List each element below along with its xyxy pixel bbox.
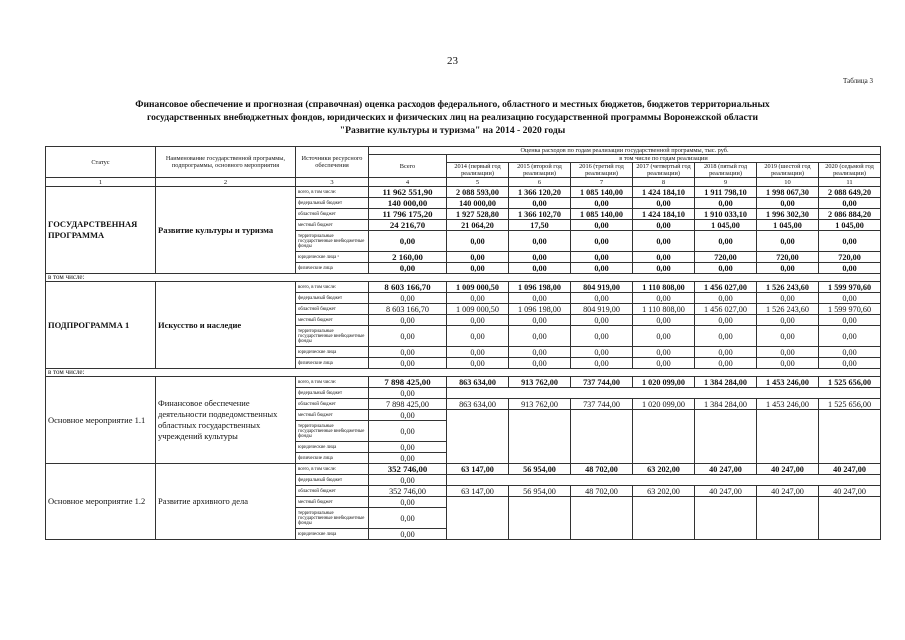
value-cell: 0,00 bbox=[695, 326, 757, 347]
source-label: областной бюджет bbox=[296, 304, 369, 315]
value-cell: 0,00 bbox=[757, 347, 819, 358]
value-cell: 0,00 bbox=[369, 388, 447, 399]
column-number: 11 bbox=[819, 178, 881, 187]
program-name: Развитие культуры и туризма bbox=[156, 187, 296, 274]
value-cell: 737 744,00 bbox=[571, 399, 633, 410]
value-cell: 0,00 bbox=[369, 508, 447, 529]
value-cell: 0,00 bbox=[633, 347, 695, 358]
value-cell: 0,00 bbox=[571, 231, 633, 252]
source-label: федеральный бюджет bbox=[296, 388, 369, 399]
value-cell: 40 247,00 bbox=[695, 464, 757, 475]
source-label: федеральный бюджет bbox=[296, 198, 369, 209]
title-line-2: государственных внебюджетных фондов, юридических и физических лиц на реализацию государственной программы Воронежской области bbox=[147, 112, 758, 123]
empty-cell bbox=[447, 410, 509, 464]
value-cell: 0,00 bbox=[757, 293, 819, 304]
value-cell: 1 996 302,30 bbox=[757, 209, 819, 220]
header-estimate: Оценка расходов по годам реализации государственной программы, тыс. руб. bbox=[369, 147, 881, 155]
empty-cell bbox=[695, 410, 757, 464]
value-cell: 0,00 bbox=[757, 198, 819, 209]
value-cell: 0,00 bbox=[571, 198, 633, 209]
value-cell: 0,00 bbox=[695, 315, 757, 326]
empty-cell bbox=[695, 497, 757, 540]
value-cell: 0,00 bbox=[447, 315, 509, 326]
column-number: 8 bbox=[633, 178, 695, 187]
value-cell: 0,00 bbox=[633, 220, 695, 231]
finance-table bbox=[45, 146, 881, 540]
value-cell: 1 424 184,10 bbox=[633, 209, 695, 220]
source-label: областной бюджет bbox=[296, 399, 369, 410]
value-cell: 40 247,00 bbox=[757, 464, 819, 475]
value-cell: 0,00 bbox=[509, 231, 571, 252]
empty-cell bbox=[447, 388, 881, 399]
empty-cell bbox=[571, 497, 633, 540]
value-cell: 63 202,00 bbox=[633, 464, 695, 475]
value-cell: 1 096 198,00 bbox=[509, 304, 571, 315]
value-cell: 913 762,00 bbox=[509, 377, 571, 388]
value-cell: 1 085 140,00 bbox=[571, 209, 633, 220]
value-cell: 0,00 bbox=[757, 263, 819, 274]
source-label: всего, в том числе: bbox=[296, 282, 369, 293]
value-cell: 0,00 bbox=[447, 358, 509, 369]
value-cell: 1 110 808,00 bbox=[633, 282, 695, 293]
value-cell: 40 247,00 bbox=[695, 486, 757, 497]
source-label: территориальные государственные внебюджетные фонды bbox=[296, 326, 369, 347]
value-cell: 1 384 284,00 bbox=[695, 377, 757, 388]
measure-status: Основное мероприятие 1.2 bbox=[46, 464, 156, 540]
value-cell: 0,00 bbox=[695, 231, 757, 252]
value-cell: 1 453 246,00 bbox=[757, 399, 819, 410]
value-cell: 1 110 808,00 bbox=[633, 304, 695, 315]
value-cell: 17,50 bbox=[509, 220, 571, 231]
value-cell: 11 962 551,90 bbox=[369, 187, 447, 198]
value-cell: 0,00 bbox=[447, 263, 509, 274]
value-cell: 0,00 bbox=[819, 315, 881, 326]
source-label: федеральный бюджет bbox=[296, 293, 369, 304]
value-cell: 1 366 102,70 bbox=[509, 209, 571, 220]
value-cell: 0,00 bbox=[369, 326, 447, 347]
table-row bbox=[46, 274, 881, 282]
value-cell: 24 216,70 bbox=[369, 220, 447, 231]
source-label: местный бюджет bbox=[296, 315, 369, 326]
column-number: 10 bbox=[757, 178, 819, 187]
value-cell: 0,00 bbox=[633, 231, 695, 252]
source-label: областной бюджет bbox=[296, 486, 369, 497]
title-line-1: Финансовое обеспечение и прогнозная (справочная) оценка расходов федерального, областного и местных бюджетов, бюджетов территориальных bbox=[135, 99, 770, 110]
value-cell: 863 634,00 bbox=[447, 399, 509, 410]
value-cell: 2 086 884,20 bbox=[819, 209, 881, 220]
source-label: физические лица bbox=[296, 263, 369, 274]
value-cell: 0,00 bbox=[509, 347, 571, 358]
value-cell: 0,00 bbox=[571, 220, 633, 231]
value-cell: 0,00 bbox=[633, 263, 695, 274]
value-cell: 1 526 243,60 bbox=[757, 282, 819, 293]
value-cell: 2 088 593,00 bbox=[447, 187, 509, 198]
value-cell: 0,00 bbox=[509, 252, 571, 263]
value-cell: 1 998 067,30 bbox=[757, 187, 819, 198]
header-year: 2018 (пятый год реализации) bbox=[695, 163, 757, 178]
value-cell: 1 085 140,00 bbox=[571, 187, 633, 198]
empty-cell bbox=[633, 497, 695, 540]
value-cell: 0,00 bbox=[369, 358, 447, 369]
column-number: 2 bbox=[156, 178, 296, 187]
value-cell: 720,00 bbox=[695, 252, 757, 263]
source-label: областной бюджет bbox=[296, 209, 369, 220]
value-cell: 0,00 bbox=[509, 293, 571, 304]
column-number: 9 bbox=[695, 178, 757, 187]
header-incl-years: в том числе по годам реализации bbox=[447, 155, 881, 163]
title-line-3: "Развитие культуры и туризма" на 2014 - 2020 годы bbox=[339, 125, 566, 136]
value-cell: 1 424 184,10 bbox=[633, 187, 695, 198]
source-label: местный бюджет bbox=[296, 410, 369, 421]
value-cell: 1 456 027,00 bbox=[695, 304, 757, 315]
value-cell: 7 898 425,00 bbox=[369, 377, 447, 388]
source-label: юридические лица ¹ bbox=[296, 252, 369, 263]
column-number: 7 bbox=[571, 178, 633, 187]
value-cell: 0,00 bbox=[819, 263, 881, 274]
column-number: 5 bbox=[447, 178, 509, 187]
value-cell: 0,00 bbox=[695, 198, 757, 209]
value-cell: 0,00 bbox=[571, 347, 633, 358]
value-cell: 0,00 bbox=[447, 231, 509, 252]
value-cell: 63 202,00 bbox=[633, 486, 695, 497]
value-cell: 0,00 bbox=[819, 231, 881, 252]
value-cell: 7 898 425,00 bbox=[369, 399, 447, 410]
empty-cell bbox=[447, 497, 509, 540]
value-cell: 63 147,00 bbox=[447, 486, 509, 497]
measure-status: Основное мероприятие 1.1 bbox=[46, 377, 156, 464]
value-cell: 913 762,00 bbox=[509, 399, 571, 410]
value-cell: 1 045,00 bbox=[757, 220, 819, 231]
value-cell: 804 919,00 bbox=[571, 282, 633, 293]
header-total: Всего bbox=[369, 155, 447, 178]
header-sources: Источники ресурсного обеспечения bbox=[296, 147, 369, 178]
value-cell: 1 911 798,10 bbox=[695, 187, 757, 198]
value-cell: 863 634,00 bbox=[447, 377, 509, 388]
value-cell: 0,00 bbox=[447, 326, 509, 347]
empty-cell bbox=[757, 410, 819, 464]
value-cell: 0,00 bbox=[633, 358, 695, 369]
program-status: ГОСУДАРСТВЕННАЯ ПРОГРАММА bbox=[46, 187, 156, 274]
source-label: федеральный бюджет bbox=[296, 475, 369, 486]
header-year: 2015 (второй год реализации) bbox=[509, 163, 571, 178]
value-cell: 0,00 bbox=[695, 358, 757, 369]
value-cell: 0,00 bbox=[369, 410, 447, 421]
table-row bbox=[46, 377, 881, 388]
subprogram-name: Искусство и наследие bbox=[156, 282, 296, 369]
value-cell: 1 525 656,00 bbox=[819, 377, 881, 388]
value-cell: 0,00 bbox=[819, 347, 881, 358]
value-cell: 0,00 bbox=[369, 231, 447, 252]
value-cell: 1 045,00 bbox=[819, 220, 881, 231]
value-cell: 8 603 166,70 bbox=[369, 282, 447, 293]
value-cell: 8 603 166,70 bbox=[369, 304, 447, 315]
value-cell: 1 599 970,60 bbox=[819, 282, 881, 293]
value-cell: 0,00 bbox=[369, 421, 447, 442]
empty-cell bbox=[447, 475, 881, 486]
value-cell: 1 453 246,00 bbox=[757, 377, 819, 388]
column-number: 3 bbox=[296, 178, 369, 187]
value-cell: 1 009 000,50 bbox=[447, 304, 509, 315]
source-label: всего, в том числе: bbox=[296, 187, 369, 198]
header-year: 2014 (первый год реализации) bbox=[447, 163, 509, 178]
value-cell: 352 746,00 bbox=[369, 464, 447, 475]
measure-name: Финансовое обеспечение деятельности подведомственных областных государственных учреждений культуры bbox=[156, 377, 296, 464]
header-status: Статус bbox=[46, 147, 156, 178]
including-label: в том числе: bbox=[46, 369, 881, 377]
value-cell: 0,00 bbox=[757, 326, 819, 347]
empty-cell bbox=[819, 497, 881, 540]
value-cell: 0,00 bbox=[369, 315, 447, 326]
source-label: территориальные государственные внебюджетные фонды bbox=[296, 421, 369, 442]
value-cell: 0,00 bbox=[757, 358, 819, 369]
value-cell: 1 020 099,00 bbox=[633, 399, 695, 410]
value-cell: 0,00 bbox=[447, 347, 509, 358]
empty-cell bbox=[571, 410, 633, 464]
table-row bbox=[46, 369, 881, 377]
including-label: в том числе: bbox=[46, 274, 881, 282]
column-number: 4 bbox=[369, 178, 447, 187]
value-cell: 1 910 033,10 bbox=[695, 209, 757, 220]
value-cell: 1 045,00 bbox=[695, 220, 757, 231]
column-number: 6 bbox=[509, 178, 571, 187]
value-cell: 0,00 bbox=[447, 293, 509, 304]
value-cell: 0,00 bbox=[509, 326, 571, 347]
value-cell: 0,00 bbox=[571, 326, 633, 347]
value-cell: 0,00 bbox=[571, 252, 633, 263]
document-title bbox=[70, 98, 835, 137]
value-cell: 40 247,00 bbox=[819, 486, 881, 497]
value-cell: 0,00 bbox=[633, 315, 695, 326]
value-cell: 140 000,00 bbox=[447, 198, 509, 209]
value-cell: 0,00 bbox=[369, 497, 447, 508]
source-label: территориальные государственные внебюджетные фонды bbox=[296, 508, 369, 529]
value-cell: 0,00 bbox=[369, 453, 447, 464]
value-cell: 63 147,00 bbox=[447, 464, 509, 475]
empty-cell bbox=[819, 410, 881, 464]
column-number: 1 bbox=[46, 178, 156, 187]
value-cell: 0,00 bbox=[819, 293, 881, 304]
value-cell: 0,00 bbox=[369, 529, 447, 540]
table-row bbox=[46, 282, 881, 293]
value-cell: 0,00 bbox=[633, 198, 695, 209]
value-cell: 1 525 656,00 bbox=[819, 399, 881, 410]
value-cell: 737 744,00 bbox=[571, 377, 633, 388]
value-cell: 0,00 bbox=[695, 263, 757, 274]
value-cell: 1 526 243,60 bbox=[757, 304, 819, 315]
value-cell: 1 384 284,00 bbox=[695, 399, 757, 410]
value-cell: 720,00 bbox=[819, 252, 881, 263]
value-cell: 0,00 bbox=[571, 263, 633, 274]
source-label: всего, в том числе: bbox=[296, 464, 369, 475]
empty-cell bbox=[509, 497, 571, 540]
value-cell: 0,00 bbox=[509, 315, 571, 326]
page-number: 23 bbox=[447, 55, 458, 67]
value-cell: 0,00 bbox=[509, 263, 571, 274]
header-name: Наименование государственной программы, подпрограммы, основного мероприятия bbox=[156, 147, 296, 178]
source-label: юридические лица bbox=[296, 529, 369, 540]
empty-cell bbox=[633, 410, 695, 464]
empty-cell bbox=[757, 497, 819, 540]
value-cell: 0,00 bbox=[757, 231, 819, 252]
table-row bbox=[46, 464, 881, 475]
table-label: Таблица 3 bbox=[843, 77, 873, 85]
source-label: всего, в том числе: bbox=[296, 377, 369, 388]
value-cell: 11 796 175,20 bbox=[369, 209, 447, 220]
value-cell: 0,00 bbox=[447, 252, 509, 263]
header-year: 2016 (третий год реализации) bbox=[571, 163, 633, 178]
value-cell: 0,00 bbox=[695, 293, 757, 304]
header-year: 2019 (шестой год реализации) bbox=[757, 163, 819, 178]
value-cell: 40 247,00 bbox=[757, 486, 819, 497]
value-cell: 0,00 bbox=[369, 442, 447, 453]
value-cell: 0,00 bbox=[369, 347, 447, 358]
value-cell: 56 954,00 bbox=[509, 464, 571, 475]
column-numbers-row bbox=[46, 178, 881, 187]
value-cell: 0,00 bbox=[757, 315, 819, 326]
value-cell: 48 702,00 bbox=[571, 486, 633, 497]
measure-name: Развитие архивного дела bbox=[156, 464, 296, 540]
value-cell: 48 702,00 bbox=[571, 464, 633, 475]
value-cell: 1 456 027,00 bbox=[695, 282, 757, 293]
value-cell: 0,00 bbox=[509, 358, 571, 369]
value-cell: 1 009 000,50 bbox=[447, 282, 509, 293]
value-cell: 0,00 bbox=[369, 475, 447, 486]
source-label: физические лица bbox=[296, 358, 369, 369]
source-label: юридические лица bbox=[296, 347, 369, 358]
value-cell: 804 919,00 bbox=[571, 304, 633, 315]
value-cell: 0,00 bbox=[695, 347, 757, 358]
value-cell: 1 366 120,20 bbox=[509, 187, 571, 198]
value-cell: 1 927 528,80 bbox=[447, 209, 509, 220]
header-year: 2020 (седьмой год реализации) bbox=[819, 163, 881, 178]
value-cell: 0,00 bbox=[369, 263, 447, 274]
value-cell: 0,00 bbox=[369, 293, 447, 304]
source-label: юридические лица bbox=[296, 442, 369, 453]
value-cell: 1 020 099,00 bbox=[633, 377, 695, 388]
value-cell: 140 000,00 bbox=[369, 198, 447, 209]
value-cell: 0,00 bbox=[571, 358, 633, 369]
value-cell: 352 746,00 bbox=[369, 486, 447, 497]
value-cell: 21 064,20 bbox=[447, 220, 509, 231]
value-cell: 0,00 bbox=[819, 326, 881, 347]
subprogram-status: ПОДПРОГРАММА 1 bbox=[46, 282, 156, 369]
value-cell: 0,00 bbox=[509, 198, 571, 209]
value-cell: 0,00 bbox=[633, 252, 695, 263]
value-cell: 40 247,00 bbox=[819, 464, 881, 475]
header-year: 2017 (четвертый год реализации) bbox=[633, 163, 695, 178]
source-label: местный бюджет bbox=[296, 497, 369, 508]
value-cell: 0,00 bbox=[633, 326, 695, 347]
value-cell: 1 599 970,60 bbox=[819, 304, 881, 315]
table-row bbox=[46, 187, 881, 198]
value-cell: 0,00 bbox=[819, 358, 881, 369]
value-cell: 0,00 bbox=[819, 198, 881, 209]
value-cell: 1 096 198,00 bbox=[509, 282, 571, 293]
value-cell: 0,00 bbox=[571, 293, 633, 304]
source-label: физические лица bbox=[296, 453, 369, 464]
value-cell: 0,00 bbox=[571, 315, 633, 326]
value-cell: 2 160,00 bbox=[369, 252, 447, 263]
source-label: местный бюджет bbox=[296, 220, 369, 231]
value-cell: 2 088 649,20 bbox=[819, 187, 881, 198]
value-cell: 720,00 bbox=[757, 252, 819, 263]
source-label: территориальные государственные внебюджетные фонды bbox=[296, 231, 369, 252]
empty-cell bbox=[509, 410, 571, 464]
value-cell: 0,00 bbox=[633, 293, 695, 304]
value-cell: 56 954,00 bbox=[509, 486, 571, 497]
